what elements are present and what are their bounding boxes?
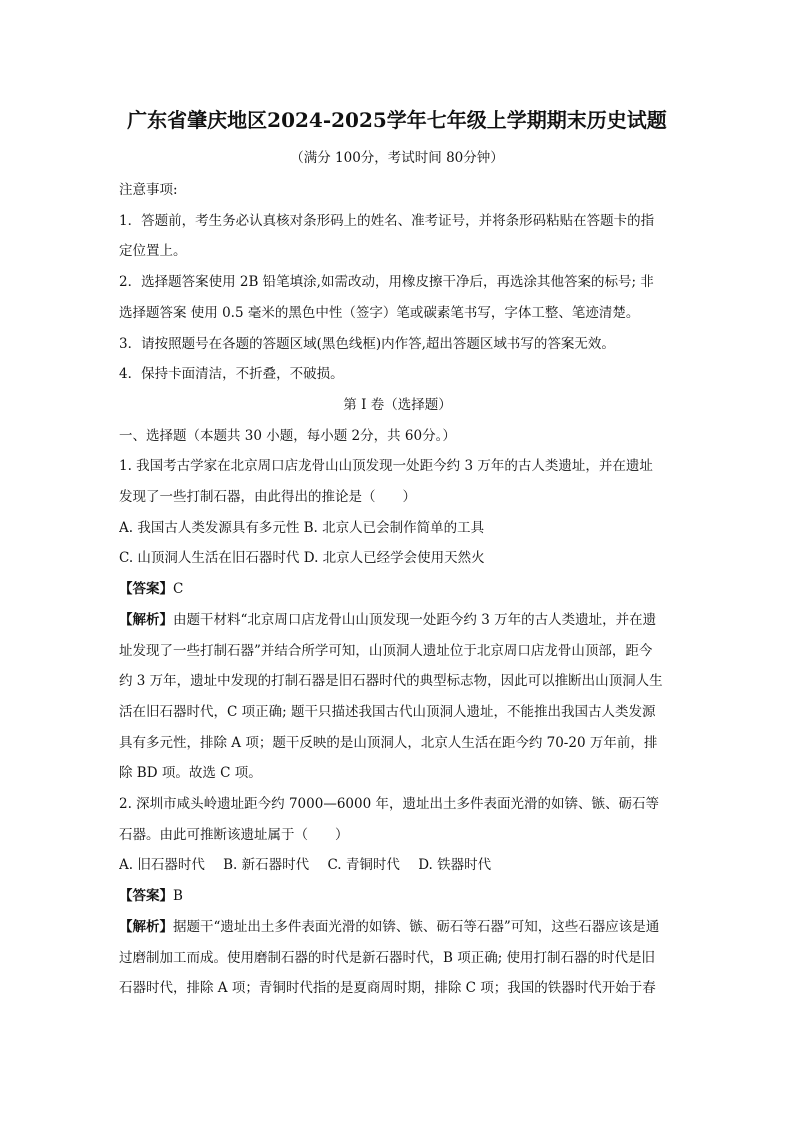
answer-value: C (173, 581, 184, 598)
question-2-answer (119, 881, 676, 912)
analysis-text: 除 BD 项。故选 C 项。 (119, 765, 262, 782)
analysis-label: 【解析】 (119, 611, 173, 628)
analysis-text: 据题干“遗址出土多件表面光滑的如锛、镞、砺石等石器”可知，这些石器应该是通 (173, 918, 660, 935)
question-1-stem: 发现了一些打制石器，由此得出的推论是（ ） (119, 489, 416, 506)
exam-info: （满分 100分，考试时间 80分钟） (290, 150, 504, 166)
question-2-stem: 2. 深圳市咸头岭遗址距今约 7000—6000 年，遗址出土多件表面光滑的如锛、镞、砺石等 (119, 796, 659, 813)
question-2-options (119, 850, 676, 881)
analysis-text: 约 3 万年，遗址中发现的打制石器是旧石器时代的典型标志物，因此可以推断出山顶洞人生 (119, 673, 663, 690)
answer-value: B (173, 888, 183, 905)
question-2-analysis (119, 912, 676, 943)
analysis-text: 由题干材料“北京周口店龙骨山山顶发现一处距今约 3 万年的古人类遗址，并在遗 (173, 611, 657, 628)
volume-title: 第 I 卷（选择题） (343, 396, 452, 413)
notice-item: 3．请按照题号在各题的答题区域(黑色线框)内作答,超出答题区域书写的答案无效。 (119, 335, 615, 352)
option-a: A. 旧石器时代 (119, 857, 205, 874)
notice-item: 1．答题前，考生务必认真核对条形码上的姓名、准考证号，并将条形码粘贴在答题卡的指 (119, 212, 655, 229)
analysis-text: 石器时代，排除 A 项；青铜时代指的是夏商周时期，排除 C 项；我国的铁器时代开始于春 (119, 980, 656, 997)
page-title: 广东省肇庆地区2024-2025学年七年级上学期期末历史试题 (127, 108, 667, 132)
question-1-analysis (119, 605, 676, 636)
question-1-options: A. 我国古人类发源具有多元性 B. 北京人已会制作简单的工具 (119, 519, 485, 536)
question-1-answer (119, 574, 676, 605)
question-1-stem: 1. 我国考古学家在北京周口店龙骨山山顶发现一处距今约 3 万年的古人类遗址，并在遗址 (119, 458, 653, 475)
analysis-text: 址发现了一些打制石器”并结合所学可知，山顶洞人遗址位于北京周口店龙骨山顶部，距今 (119, 642, 653, 659)
answer-label: 【答案】 (119, 581, 173, 598)
notice-item: 4．保持卡面清洁，不折叠，不破损。 (119, 366, 344, 383)
analysis-text: 过磨制加工而成。使用磨制石器的时代是新石器时代，B 项正确; 使用打制石器的时代是旧 (119, 949, 656, 966)
option-d: D. 铁器时代 (418, 857, 492, 874)
notice-heading: 注意事项: (119, 182, 178, 198)
notice-item: 定位置上。 (119, 243, 187, 260)
analysis-text: 具有多元性，排除 A 项；题干反映的是山顶洞人，北京人生活在距今约 70-20 万年前，排 (119, 734, 658, 751)
analysis-label: 【解析】 (119, 918, 173, 935)
question-1-options: C. 山顶洞人生活在旧石器时代 D. 北京人已经学会使用天然火 (119, 550, 485, 567)
option-c: C. 青铜时代 (327, 857, 400, 874)
notice-item: 2．选择题答案使用 2B 铅笔填涂,如需改动，用橡皮擦干净后，再选涂其他答案的标号; 非 (119, 274, 654, 291)
answer-label: 【答案】 (119, 888, 173, 905)
document-body (119, 175, 676, 1004)
option-b: B. 新石器时代 (223, 857, 310, 874)
section-heading: 一、选择题（本题共 30 小题，每小题 2分，共 60分。） (119, 427, 456, 444)
notice-item: 选择题答案 使用 0.5 毫米的黑色中性（签字）笔或碳素笔书写，字体工整、笔迹清楚。 (119, 304, 640, 321)
analysis-text: 活在旧石器时代，C 项正确; 题干只描述我国古代山顶洞人遗址，不能推出我国古人类发源 (119, 703, 656, 720)
question-2-stem: 石器。由此可推断该遗址属于（ ） (119, 826, 349, 843)
